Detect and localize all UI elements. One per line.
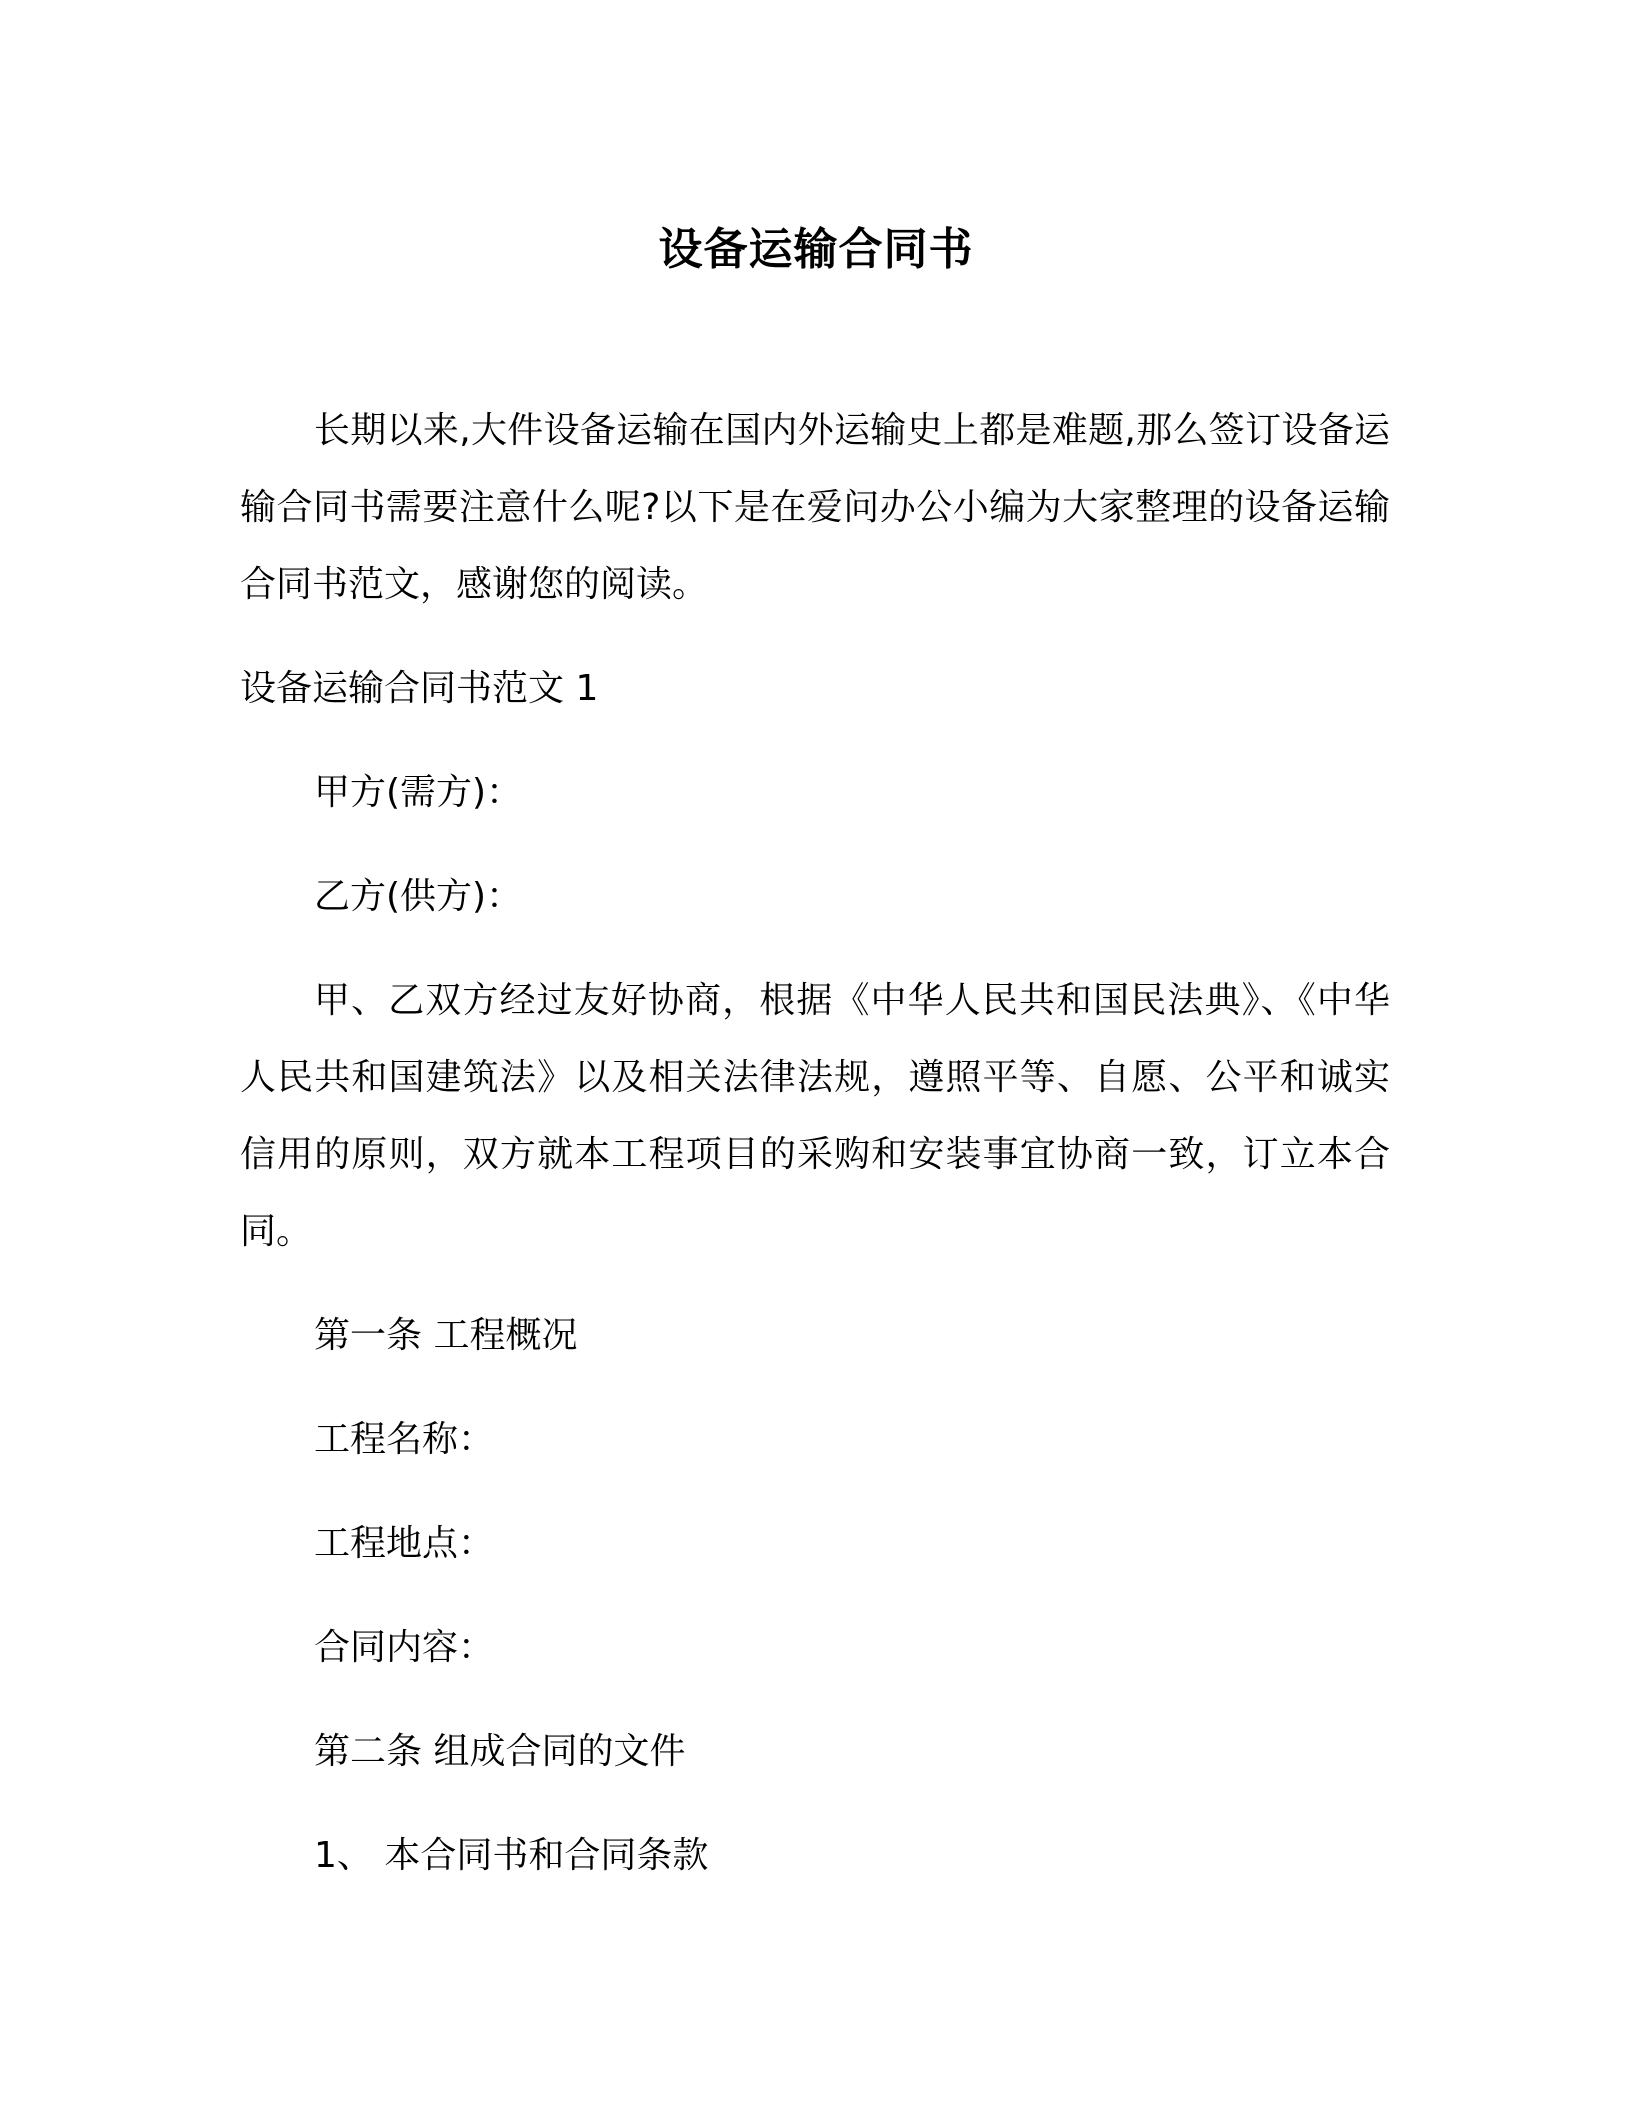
intro-paragraph: 长期以来,大件设备运输在国内外运输史上都是难题,那么签订设备运输合同书需要注意什么呢?以下是在爱问办公小编为大家整理的设备运输合同书范文，感谢您的阅读。 <box>240 410 1390 605</box>
project-name-line: 工程名称： <box>314 1419 495 1460</box>
sample-heading: 设备运输合同书范文 1 <box>240 668 599 709</box>
document-title: 设备运输合同书 <box>658 224 974 275</box>
article-1-heading: 第一条 工程概况 <box>314 1315 578 1356</box>
party-a-line: 甲方(需方)： <box>314 772 523 813</box>
article-2-heading: 第二条 组成合同的文件 <box>314 1731 686 1772</box>
contract-content-line: 合同内容： <box>314 1627 495 1668</box>
list-item-1: 1、 本合同书和合同条款 <box>314 1835 709 1876</box>
agreement-paragraph: 甲、乙双方经过友好协商，根据《中华人民共和国民法典》、《中华人民共和国建筑法》以及相关法律法规，遵照平等、自愿、公平和诚实信用的原则，双方就本工程项目的采购和安装事宜协商一致，订立本合同。 <box>240 980 1390 1252</box>
project-location-line: 工程地点： <box>314 1523 495 1564</box>
document-body <box>240 392 1390 1894</box>
party-b-line: 乙方(供方)： <box>314 876 523 917</box>
